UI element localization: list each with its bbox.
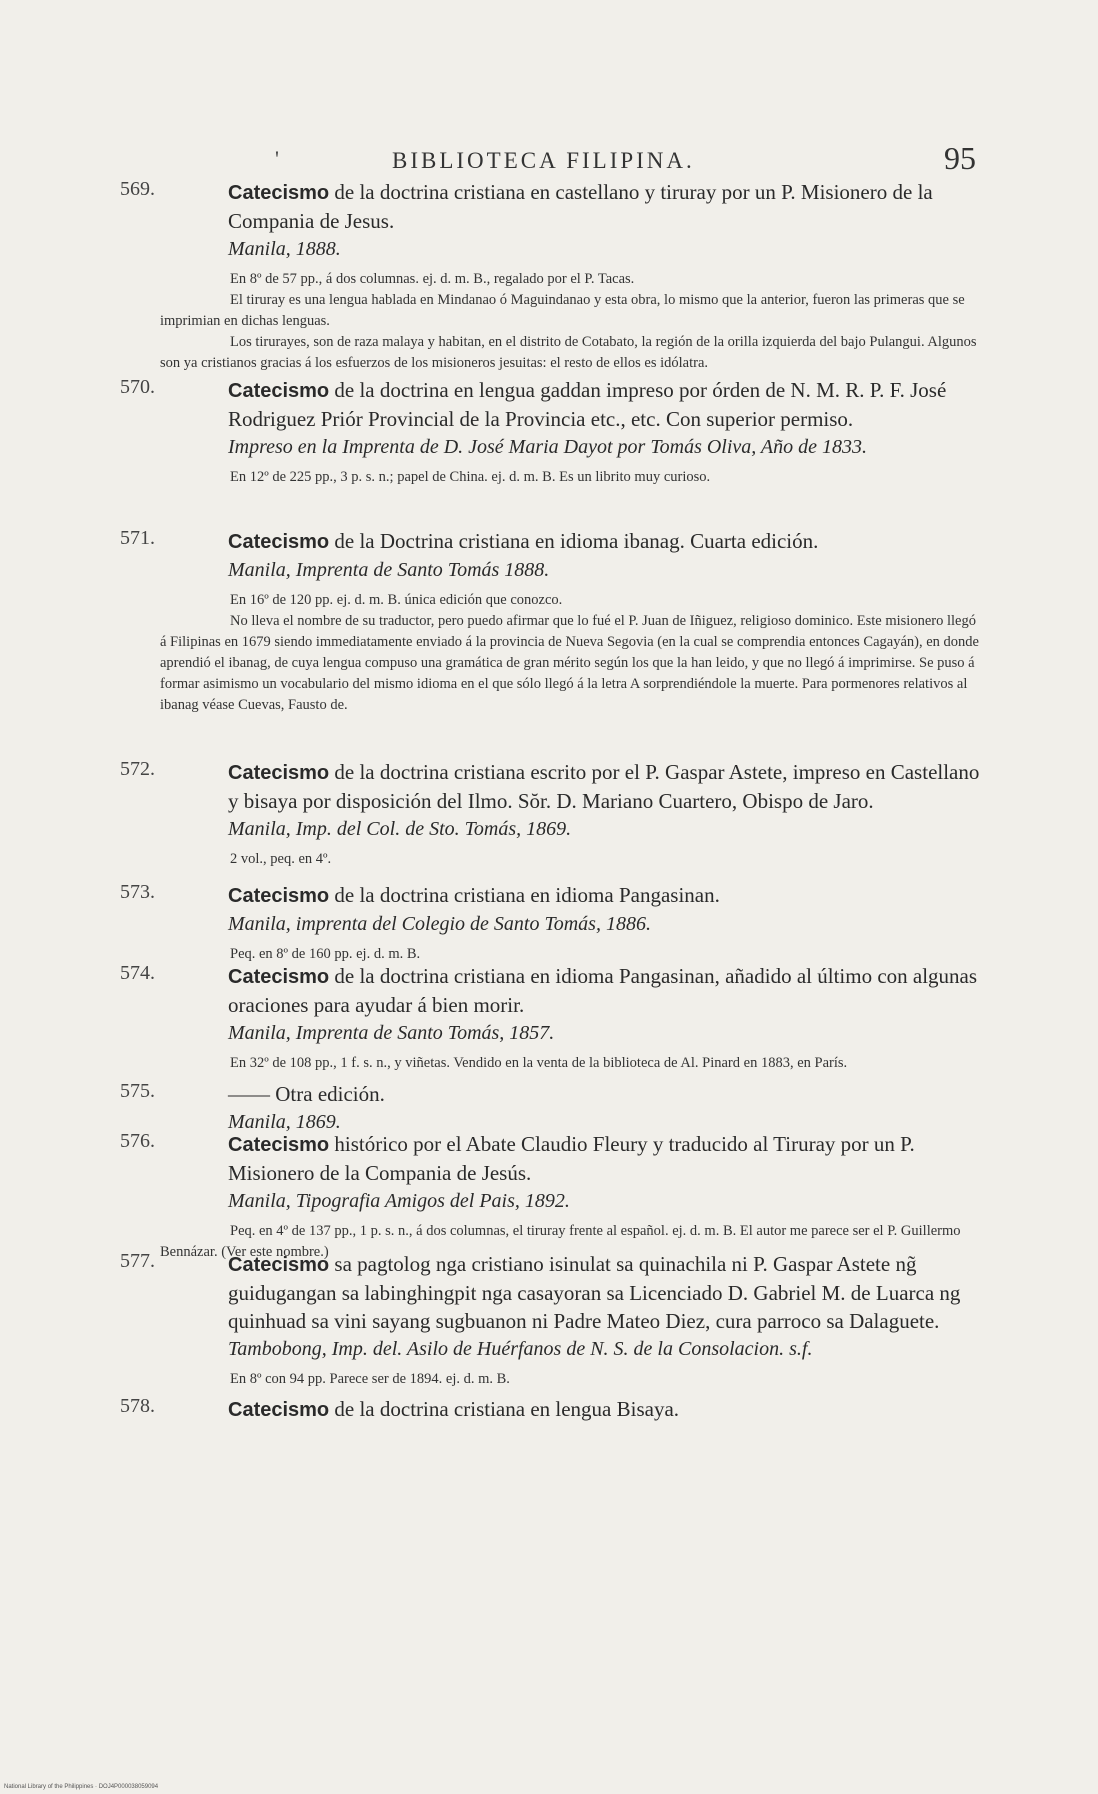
entry-imprint: Tambobong, Imp. del. Asilo de Huérfanos de N. S. de la Consolacion. s.f. — [228, 1338, 813, 1360]
entry-title — [150, 1080, 980, 1108]
entry-number: 577. — [120, 1250, 155, 1272]
entry-note: En 16º de 120 pp. ej. d. m. B. única edición que conozco. — [230, 592, 563, 608]
page-footer: National Library of the Philippines · DOJ4P000038059094 — [4, 1784, 159, 1790]
entry-imprint: Manila, 1888. — [228, 238, 341, 260]
entry-note: En 12º de 225 pp., 3 p. s. n.; papel de China. ej. d. m. B. Es un librito muy curioso. — [230, 469, 711, 485]
entry-keyword: Catecismo — [228, 182, 330, 204]
entry-title — [150, 376, 980, 433]
entry-571 — [120, 527, 980, 716]
entry-imprint: Impreso en la Imprenta de D. José Maria Dayot por Tomás Oliva, Año de 1833. — [228, 436, 868, 458]
entry-note: 2 vol., peq. en 4º. — [230, 851, 332, 867]
entry-title-text: sa pagtolog nga cristiano isinulat sa quinachila ni P. Gaspar Astete ng̃ guidugangan sa labinghingpit nga casayoran sa Licenciado D. Gabriel M. de Luarca ng quinhuad sa vini sayang sugbuanon ni Padre Mateo Diez, cura parroco sa Dalaguete. — [228, 1252, 961, 1333]
entry-title — [150, 1130, 980, 1187]
entry-number: 574. — [120, 962, 155, 984]
entry-number: 569. — [120, 178, 155, 200]
entry-576 — [120, 1130, 980, 1263]
entry-title-text: de la doctrina cristiana en castellano y tiruray por un P. Misionero de la Compania de Jesus. — [228, 180, 933, 233]
entry-title — [150, 527, 980, 556]
entry-number: 573. — [120, 881, 155, 903]
page-number: 95 — [944, 140, 976, 176]
entry-573 — [120, 881, 980, 965]
entry-number: 572. — [120, 758, 155, 780]
entry-imprint: Manila, Tipografia Amigos del Pais, 1892. — [228, 1190, 570, 1212]
entry-note: Los tirurayes, son de raza malaya y habitan, en el distrito de Cotabato, la región de la orilla izquierda del bajo Pulangui. Algunos son ya cristianos gracias á los esfuerzos de los misioneros jesuitas: el resto de ellos es idólatra. — [160, 334, 977, 371]
entry-number: 571. — [120, 527, 155, 549]
entry-keyword: Catecismo — [228, 762, 330, 784]
entry-number: 576. — [120, 1130, 155, 1152]
entry-title-text: de la doctrina cristiana escrito por el P. Gaspar Astete, impreso en Castellano y bisaya por disposición del Ilmo. Sŏr. D. Mariano Cuartero, Obispo de Jaro. — [228, 760, 980, 813]
entry-note: En 8º de 57 pp., á dos columnas. ej. d. m. B., regalado por el P. Tacas. — [230, 271, 635, 287]
entry-note: El tiruray es una lengua hablada en Mindanao ó Maguindanao y esta obra, lo mismo que la anterior, fueron las primeras que se imprimian en dichas lenguas. — [160, 292, 965, 329]
header-mark: ' — [275, 146, 279, 171]
entry-note: En 32º de 108 pp., 1 f. s. n., y viñetas. Vendido en la venta de la biblioteca de Al. Pinard en 1883, en París. — [230, 1055, 848, 1071]
entry-note: Peq. en 8º de 160 pp. ej. d. m. B. — [230, 946, 421, 962]
entry-keyword: Catecismo — [228, 380, 330, 402]
entry-keyword: Catecismo — [228, 1134, 330, 1156]
entry-title — [150, 1250, 980, 1335]
entry-title-text: de la doctrina cristiana en idioma Pangasinan, añadido al último con algunas oraciones para ayudar á bien morir. — [228, 964, 978, 1017]
entry-keyword: Catecismo — [228, 1399, 330, 1421]
entry-imprint: Manila, 1869. — [228, 1111, 341, 1133]
page-header — [0, 140, 1098, 180]
entry-number: 575. — [120, 1080, 155, 1102]
entry-imprint: Manila, Imp. del Col. de Sto. Tomás, 1869. — [228, 818, 572, 840]
entry-570 — [120, 376, 980, 488]
entry-title — [150, 881, 980, 910]
entry-578 — [120, 1395, 980, 1424]
entry-keyword: Catecismo — [228, 885, 330, 907]
entry-title — [150, 758, 980, 815]
entry-569 — [120, 178, 980, 374]
entry-note: Peq. en 4º de 137 pp., 1 p. s. n., á dos columnas, el tiruray frente al español. ej. d. m. B. El autor me parece ser el P. Guillermo Bennázar. (Ver este nombre.) — [160, 1223, 961, 1260]
entry-title-text: de la doctrina cristiana en lengua Bisaya. — [334, 1397, 680, 1421]
entry-note: No lleva el nombre de su traductor, pero puedo afirmar que lo fué el P. Juan de Iñiguez, religioso dominico. Este misionero llegó á Filipinas en 1679 siendo immediatamente enviado á la provincia de Nueva Segovia (en la cual se comprendia entonces Cagayán), en donde aprendió el ibanag, de cuya lengua compuso una gramática de gran mérito según los que la han leido, y que no llegó á imprimirse. Se puso á formar asimismo un vocabulario del mismo idioma en el que sólo llegó á la letra A sorprendiéndole la muerte. Para pormenores relativos al ibanag véase Cuevas, Fausto de. — [160, 613, 979, 713]
entry-title — [150, 178, 980, 235]
entry-572 — [120, 758, 980, 870]
entry-title-text: de la doctrina en lengua gaddan impreso por órden de N. M. R. P. F. José Rodriguez Priór Provincial de la Provincia etc., etc. Con superior permiso. — [228, 378, 947, 431]
entry-keyword: Catecismo — [228, 531, 330, 553]
running-title: BIBLIOTECA FILIPINA. — [392, 148, 695, 173]
entry-imprint: Manila, Imprenta de Santo Tomás, 1857. — [228, 1022, 555, 1044]
entry-note: En 8º con 94 pp. Parece ser de 1894. ej. d. m. B. — [230, 1371, 510, 1387]
entry-number: 578. — [120, 1395, 155, 1417]
entry-575 — [120, 1080, 980, 1136]
entry-title-text: de la Doctrina cristiana en idioma ibanag. Cuarta edición. — [334, 529, 819, 553]
entry-title-text: de la doctrina cristiana en idioma Pangasinan. — [334, 883, 720, 907]
entry-title — [150, 1395, 980, 1424]
entry-574 — [120, 962, 980, 1074]
entry-imprint: Manila, Imprenta de Santo Tomás 1888. — [228, 559, 550, 581]
entry-keyword: Catecismo — [228, 1254, 330, 1276]
entry-title — [150, 962, 980, 1019]
entry-keyword: Catecismo — [228, 966, 330, 988]
entry-title-text: histórico por el Abate Claudio Fleury y traducido al Tiruray por un P. Misionero de la Compania de Jesús. — [228, 1132, 915, 1185]
entry-number: 570. — [120, 376, 155, 398]
entry-title-text: —— Otra edición. — [228, 1082, 385, 1106]
entry-577 — [120, 1250, 980, 1390]
entry-imprint: Manila, imprenta del Colegio de Santo Tomás, 1886. — [228, 913, 651, 935]
